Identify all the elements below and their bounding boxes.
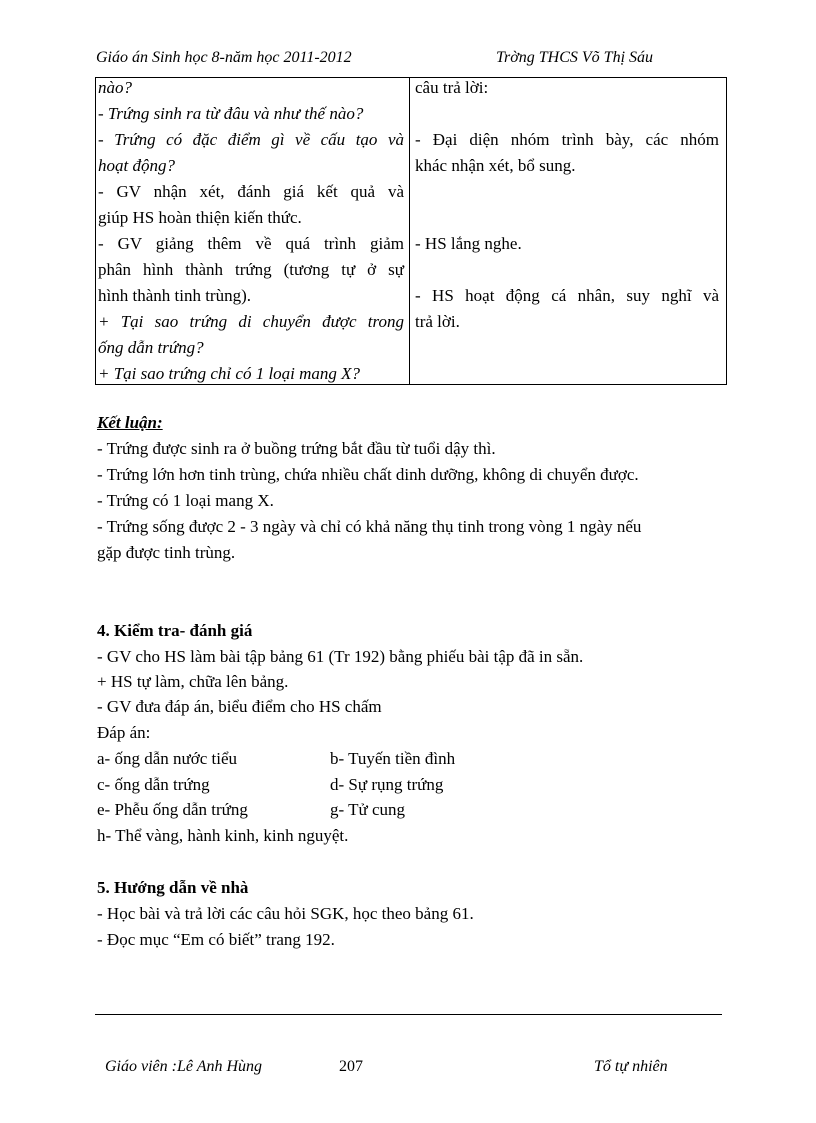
table-right-line: - Đại diện nhóm trình bày, các nhóm	[415, 130, 719, 149]
conclusion-line: - Trứng có 1 loại mang X.	[97, 491, 274, 510]
conclusion-line: - Trứng sống được 2 - 3 ngày và chỉ có khả năng thụ tinh trong vòng 1 ngày nếu	[97, 517, 642, 536]
answer-item: a- ống dẫn nước tiểu	[97, 749, 237, 768]
table-left-line: - GV nhận xét, đánh giá kết quả và	[98, 182, 404, 201]
footer-teacher: Giáo viên :Lê Anh Hùng	[105, 1058, 263, 1075]
conclusion-line: - Trứng lớn hơn tinh trùng, chứa nhiều chất dinh dưỡng, không di chuyển được.	[97, 465, 639, 484]
lesson-table	[95, 77, 727, 385]
answer-item: c- ống dẫn trứng	[97, 775, 210, 794]
table-right-line: trả lời.	[415, 312, 460, 331]
table-right-line: - HS hoạt động cá nhân, suy nghĩ và	[415, 286, 719, 305]
answer-item: d- Sự rụng trứng	[330, 775, 444, 794]
header-left: Giáo án Sinh học 8-năm học 2011-2012	[96, 49, 352, 66]
section5-title: 5. Hướng dẫn về nhà	[97, 878, 249, 897]
table-left-line: giúp HS hoàn thiện kiến thức.	[98, 208, 302, 227]
table-left-line: ống dẫn trứng?	[98, 338, 204, 357]
table-left-line: nào?	[98, 78, 132, 97]
answer-item: h- Thể vàng, hành kinh, kinh nguyệt.	[97, 826, 349, 845]
table-left-line: + Tại sao trứng chỉ có 1 loại mang X?	[98, 364, 361, 383]
footer-page-number: 207	[339, 1058, 363, 1075]
answer-item: b- Tuyến tiền đình	[330, 749, 456, 768]
table-right-line: câu trả lời:	[415, 78, 489, 97]
section4-line: - GV cho HS làm bài tập bảng 61 (Tr 192) bằng phiếu bài tập đã in sẵn.	[97, 647, 584, 666]
header-right: Trờng THCS Võ Thị Sáu	[496, 49, 654, 66]
table-column-divider	[409, 78, 410, 384]
section4-line: - GV đưa đáp án, biểu điểm cho HS chấm	[97, 697, 382, 716]
table-right-line: khác nhận xét, bổ sung.	[415, 156, 576, 175]
section4-line: + HS tự làm, chữa lên bảng.	[97, 672, 289, 691]
section5-line: - Học bài và trả lời các câu hỏi SGK, học theo bảng 61.	[97, 904, 474, 923]
table-left-line: - GV giảng thêm về quá trình giảm	[98, 234, 404, 253]
conclusion-title: Kết luận:	[97, 413, 163, 432]
section4-title: 4. Kiểm tra- đánh giá	[97, 621, 253, 640]
table-left-line: hình thành tinh trùng).	[98, 286, 251, 305]
conclusion-line: - Trứng được sinh ra ở buồng trứng bắt đầu từ tuổi dậy thì.	[97, 439, 496, 458]
conclusion-line: gặp được tinh trùng.	[97, 543, 236, 562]
footer-group: Tổ tự nhiên	[594, 1058, 668, 1075]
section4-line: Đáp án:	[97, 723, 151, 742]
footer-rule	[95, 1014, 722, 1015]
table-left-line: - Trứng sinh ra từ đâu và như thế nào?	[98, 104, 364, 123]
answer-item: e- Phễu ống dẫn trứng	[97, 800, 248, 819]
table-left-line: phân hình thành trứng (tương tự ở sự	[98, 260, 404, 279]
table-right-line: - HS lắng nghe.	[415, 234, 522, 253]
table-left-line: hoạt động?	[98, 156, 175, 175]
section5-line: - Đọc mục “Em có biết” trang 192.	[97, 930, 335, 949]
table-left-line: + Tại sao trứng di chuyển được trong	[98, 312, 404, 331]
table-left-line: - Trứng có đặc điểm gì về cấu tạo và	[98, 130, 404, 149]
answer-item: g- Tử cung	[330, 800, 405, 819]
